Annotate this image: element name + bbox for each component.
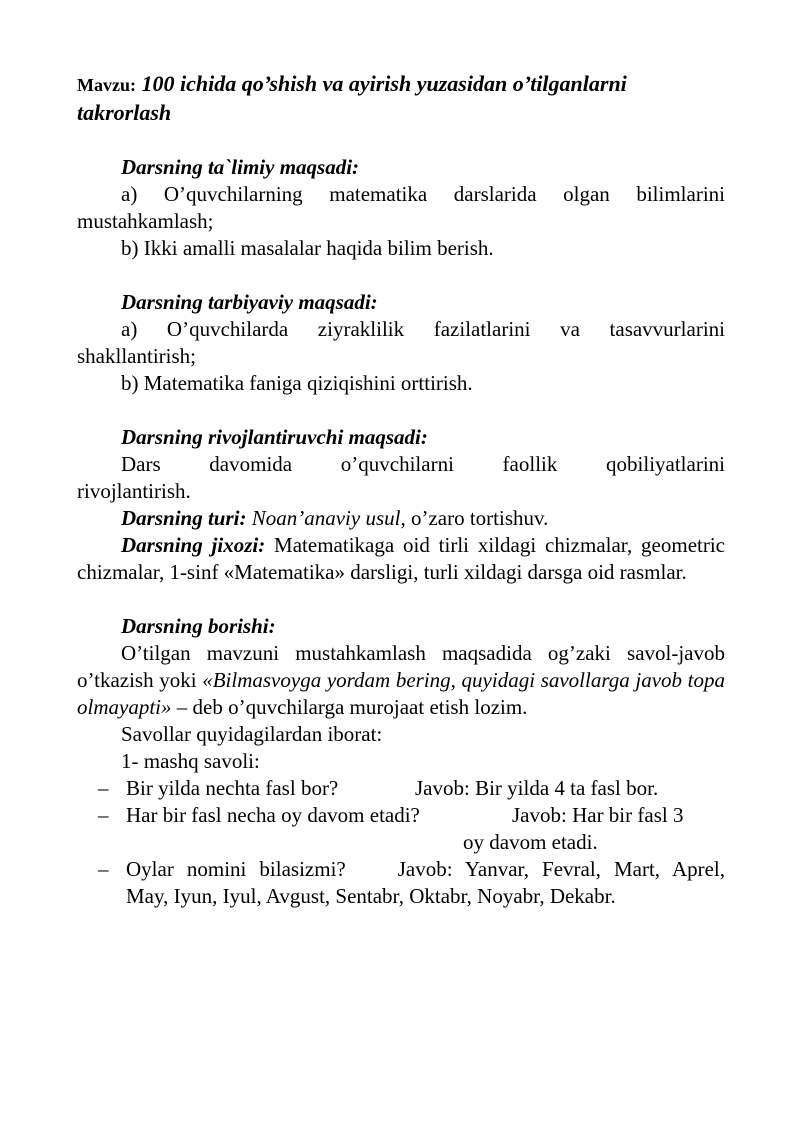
equipment-paragraph xyxy=(77,532,725,586)
upbringing-heading: Darsning tarbiyaviy maqsadi: xyxy=(121,290,378,314)
dash-bullet: – xyxy=(98,803,109,827)
question-text: Oylar nomini bilasizmi? xyxy=(126,857,346,881)
equipment-text: Matematikaga oid tirli xildagi chizmalar, geometric chizmalar, 1-sinf «Matematika» darsligi, turli xildagi darsga oid rasmlar. xyxy=(77,533,725,584)
topic-title: 100 ichida qo’shish va ayirish yuzasidan o’tilganlarni takrorlash xyxy=(77,71,627,125)
answer-text: Javob: Har bir fasl 3 xyxy=(512,803,684,827)
educational-item-a: a) O’quvchilarning matematika darslarida olgan bilimlarini mustahkamlash; xyxy=(77,182,725,233)
procedure-text-end: – deb o’quvchilarga murojaat etish lozim. xyxy=(171,695,528,719)
developmental-text: Dars davomida o’quvchilarni faollik qobiliyatlarini rivojlantirish. xyxy=(77,452,725,503)
educational-item-b: b) Ikki amalli masalalar haqida bilim berish. xyxy=(121,236,494,260)
lesson-type-line xyxy=(77,505,725,532)
topic-label: Mavzu: xyxy=(77,75,136,95)
question-item xyxy=(77,856,725,910)
procedure-paragraph xyxy=(77,640,725,721)
educational-heading: Darsning ta`limiy maqsadi: xyxy=(121,155,360,179)
procedure-text-quote: «Bilmasvoyga yordam bering, quyidagi savollarga javob topa olmayapti» xyxy=(77,668,726,719)
lesson-type-label: Darsning turi: xyxy=(121,506,247,530)
equipment-label: Darsning jixozi: xyxy=(121,533,266,557)
answer-text: Javob: Bir yilda 4 ta fasl bor. xyxy=(415,776,659,800)
answer-text: Javob: Yanvar, Fevral, Mart, Aprel, May, Iyun, Iyul, Avgust, Sentabr, Oktabr, Noyabr, Dekabr. xyxy=(126,857,726,908)
question-item xyxy=(77,802,725,829)
question-text: Har bir fasl necha oy davom etadi? xyxy=(126,803,420,827)
lesson-type-rest: , o’zaro tortishuv. xyxy=(400,506,549,530)
answer-continuation: oy davom etadi. xyxy=(463,830,598,854)
procedure-heading: Darsning borishi: xyxy=(121,614,276,638)
upbringing-item-b: b) Matematika faniga qiziqishini orttirish. xyxy=(121,371,473,395)
document-page xyxy=(77,70,725,910)
questions-intro: Savollar quyidagilardan iborat: xyxy=(121,722,383,746)
exercise-label: 1- mashq savoli: xyxy=(121,749,260,773)
dash-bullet: – xyxy=(98,776,109,800)
lesson-type-value: Noan’anaviy usul xyxy=(251,506,401,530)
dash-bullet: – xyxy=(98,857,109,881)
question-text: Bir yilda nechta fasl bor? xyxy=(126,776,339,800)
topic-line xyxy=(77,70,725,127)
question-item xyxy=(77,775,725,802)
procedure-text-start: O’tilgan mavzuni mustahkamlash maqsadida og’zaki savol-javob o’tkazish yoki xyxy=(77,641,725,692)
upbringing-item-a: a) O’quvchilarda ziyraklilik fazilatlarini va tasavvurlarini shakllantirish; xyxy=(77,317,725,368)
developmental-heading: Darsning rivojlantiruvchi maqsadi: xyxy=(121,425,428,449)
